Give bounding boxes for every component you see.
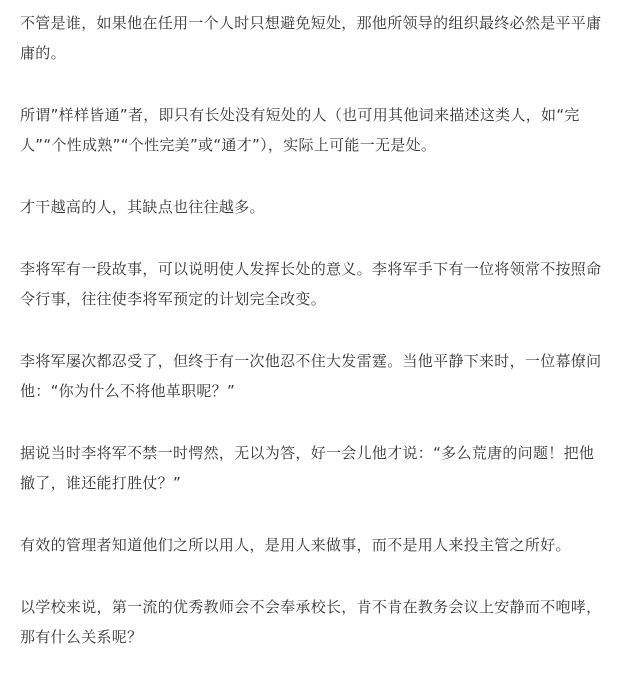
paragraph-5: 李将军屡次都忍受了，但终于有一次他忍不住大发雷霆。当他平静下来时，一位幕僚问他：“你为什么不将他革职呢？”	[20, 352, 602, 400]
paragraph-7: 有效的管理者知道他们之所以用人，是用人来做事，而不是用人来投主管之所好。	[20, 536, 571, 554]
article-body	[20, 8, 608, 684]
paragraph-2: 所谓”样样皆通”者，即只有长处没有短处的人（也可用其他词来描述这类人，如“完人”“个性成熟”“个性完美”或“通才”），实际上可能一无是处。	[20, 106, 580, 154]
paragraph-3: 才干越高的人，其缺点也往往越多。	[20, 198, 265, 216]
paragraph-6: 据说当时李将军不禁一时愕然，无以为答，好一会儿他才说：“多么荒唐的问题！把他撤了，谁还能打胜仗？”	[20, 444, 595, 492]
paragraph-1: 不管是谁，如果他在任用一个人时只想避免短处，那他所领导的组织最终必然是平平庸庸的。	[20, 14, 602, 62]
paragraph-4: 李将军有一段故事，可以说明使人发挥长处的意义。李将军手下有一位将领常不按照命令行事，往往使李将军预定的计划完全改变。	[20, 260, 602, 308]
paragraph-8: 以学校来说，第一流的优秀教师会不会奉承校长，肯不肯在教务会议上安静而不咆哮，那有什么关系呢？	[20, 598, 602, 646]
